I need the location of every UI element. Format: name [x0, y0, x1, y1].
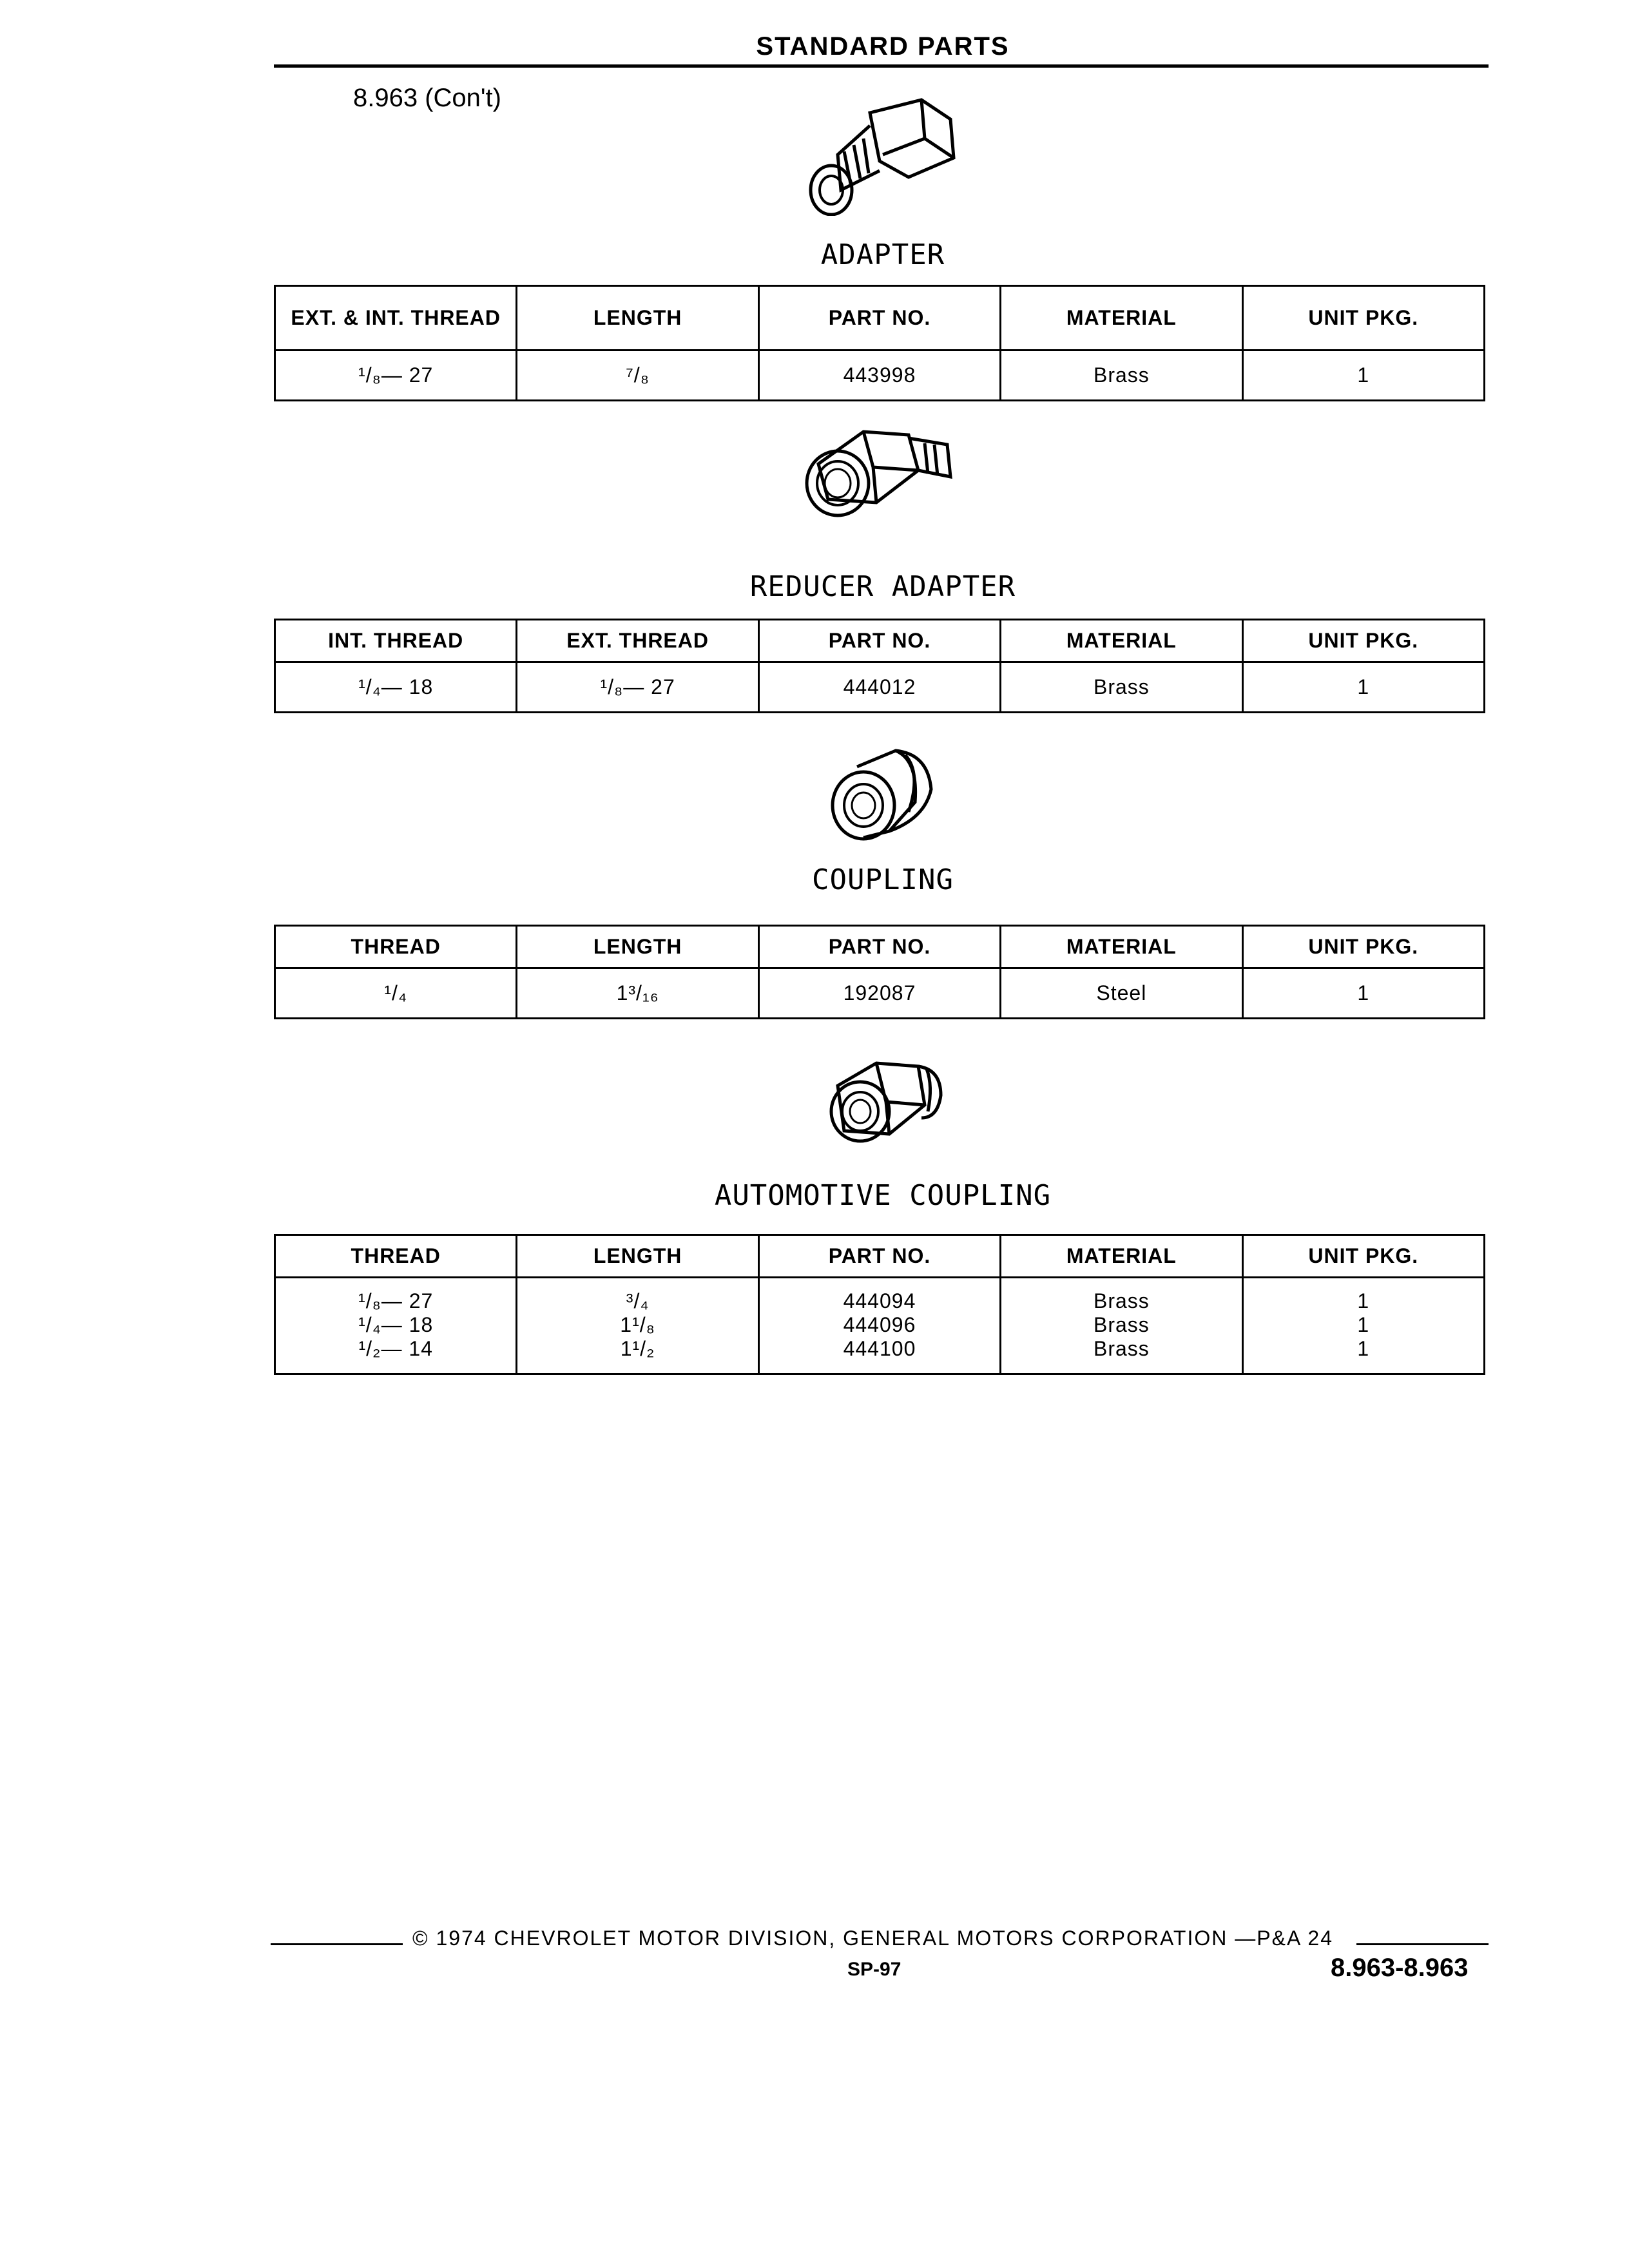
table-cell	[1242, 1278, 1484, 1374]
column-header: LENGTH	[517, 286, 758, 351]
reducer-adapter-table	[274, 619, 1485, 713]
footer-rule-right	[1356, 1943, 1489, 1945]
table-cell: 192087	[758, 968, 1000, 1019]
table-cell	[758, 1278, 1000, 1374]
section-caption-coupling: COUPLING	[812, 863, 954, 896]
column-header: MATERIAL	[1001, 926, 1242, 968]
table-cell: ⁷/₈	[517, 351, 758, 401]
automotive-coupling-icon	[812, 1047, 954, 1157]
column-header: UNIT PKG.	[1242, 926, 1484, 968]
table-cell	[517, 1278, 758, 1374]
section-range: 8.963-8.963	[1331, 1954, 1469, 1982]
column-header: UNIT PKG.	[1242, 286, 1484, 351]
column-header: PART NO.	[758, 1235, 1000, 1278]
table-cell: ¹/₈— 27	[517, 662, 758, 713]
page-code: SP-97	[847, 1959, 901, 1980]
column-header: PART NO.	[758, 620, 1000, 662]
reducer-adapter-illustration	[0, 419, 1629, 538]
table-cell	[275, 1278, 517, 1374]
column-header: MATERIAL	[1001, 620, 1242, 662]
table-cell: 1	[1242, 968, 1484, 1019]
table-cell: 444012	[758, 662, 1000, 713]
table-cell: ¹/₈— 27	[275, 351, 517, 401]
column-header: EXT. THREAD	[517, 620, 758, 662]
table-cell: 443998	[758, 351, 1000, 401]
cell-line: Brass	[1093, 1313, 1150, 1337]
section-caption-automotive-coupling: AUTOMOTIVE COUPLING	[714, 1179, 1052, 1212]
table-cell: 1	[1242, 662, 1484, 713]
cell-line: 1	[1357, 1313, 1370, 1337]
coupling-illustration	[0, 741, 1629, 854]
automotive-coupling-illustration	[0, 1047, 1629, 1160]
cell-line: Brass	[1093, 1289, 1150, 1313]
table-cell: Brass	[1001, 351, 1242, 401]
table-cell: Brass	[1001, 662, 1242, 713]
cell-line: ³/₄	[626, 1289, 650, 1313]
cell-line: Brass	[1093, 1336, 1150, 1360]
table-cell: 1	[1242, 351, 1484, 401]
table-row	[275, 662, 1485, 713]
coupling-table	[274, 925, 1485, 1019]
column-header: LENGTH	[517, 1235, 758, 1278]
table-cell	[1001, 1278, 1242, 1374]
cell-line: 1¹/₂	[620, 1336, 655, 1360]
cell-line: 444094	[843, 1289, 916, 1313]
column-header: MATERIAL	[1001, 1235, 1242, 1278]
copyright-notice: © 1974 CHEVROLET MOTOR DIVISION, GENERAL MOTORS CORPORATION —P&A 24	[412, 1927, 1333, 1950]
automotive-coupling-table	[274, 1234, 1485, 1375]
column-header: THREAD	[275, 1235, 517, 1278]
adapter-icon	[793, 93, 973, 216]
cell-line: ¹/₈— 27	[358, 1289, 434, 1313]
section-caption-adapter: ADAPTER	[820, 238, 945, 271]
column-header: LENGTH	[517, 926, 758, 968]
page-title: STANDARD PARTS	[756, 32, 1010, 61]
column-header: PART NO.	[758, 926, 1000, 968]
column-header: EXT. & INT. THREAD	[275, 286, 517, 351]
cell-line: 1¹/₈	[620, 1313, 655, 1337]
column-header: UNIT PKG.	[1242, 620, 1484, 662]
table-cell: 1³/₁₆	[517, 968, 758, 1019]
cell-line: ¹/₄— 18	[358, 1313, 434, 1337]
cell-line: 1	[1357, 1336, 1370, 1360]
cell-line: 1	[1357, 1289, 1370, 1313]
table-cell: ¹/₄	[275, 968, 517, 1019]
adapter-table	[274, 285, 1485, 401]
column-header: UNIT PKG.	[1242, 1235, 1484, 1278]
column-header: INT. THREAD	[275, 620, 517, 662]
coupling-icon	[818, 741, 947, 850]
section-reference: 8.963 (Con't)	[353, 84, 501, 112]
adapter-illustration	[0, 93, 1629, 219]
column-header: MATERIAL	[1001, 286, 1242, 351]
cell-line: ¹/₂— 14	[358, 1336, 433, 1360]
table-row	[275, 1278, 1485, 1374]
table-row	[275, 968, 1485, 1019]
column-header: PART NO.	[758, 286, 1000, 351]
footer-rule-left	[271, 1943, 403, 1945]
cell-line: 444100	[843, 1336, 916, 1360]
table-cell: ¹/₄— 18	[275, 662, 517, 713]
reducer-adapter-icon	[793, 419, 973, 535]
section-caption-reducer-adapter: REDUCER ADAPTER	[749, 570, 1016, 603]
column-header: THREAD	[275, 926, 517, 968]
table-row	[275, 351, 1485, 401]
cell-line: 444096	[843, 1313, 916, 1337]
table-cell: Steel	[1001, 968, 1242, 1019]
header-rule	[274, 64, 1489, 68]
